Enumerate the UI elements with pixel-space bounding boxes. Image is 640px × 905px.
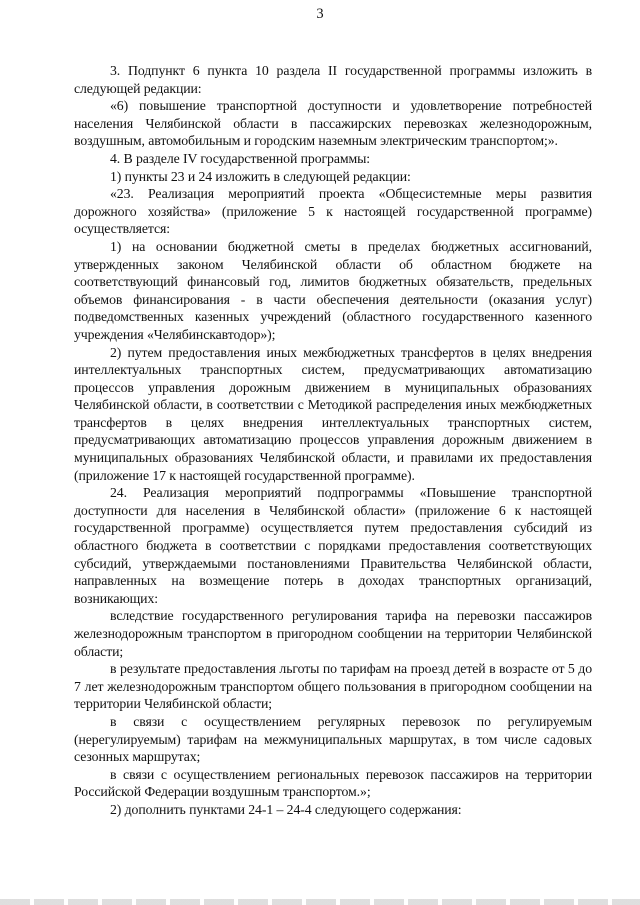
paragraph-point-24-case-2: в результате предоставления льготы по тарифам на проезд детей в возрасте от 5 до 7 лет железнодорожным транспортом общего пользования в пригородном сообщении на территории Челябинской области;	[74, 661, 592, 712]
paragraph-point-23-sub-1: 1) на основании бюджетной сметы в пределах бюджетных ассигнований, утвержденных законом Челябинской области об областном бюджете на соответствующий финансовый год, лимитов бюджетных обязательств, предельных объемов финансирования - в части обеспечения деятельности (оказания услуг) подведомственных казенных учреждений (областного государственного казенного учреждения «Челябинскавтодор»);	[74, 238, 592, 342]
paragraph-item-4-1: 1) пункты 23 и 24 изложить в следующей редакции:	[110, 168, 411, 184]
paragraph-point-24-case-1: вследствие государственного регулирования тарифа на перевозки пассажиров железнодорожным транспортом в пригородном сообщении на территории Челябинской области;	[74, 608, 592, 659]
paragraph-item-4-2: 2) дополнить пунктами 24-1 – 24-4 следующего содержания:	[110, 801, 462, 817]
paragraph-item-4: 4. В разделе IV государственной программы:	[110, 150, 371, 166]
paragraph-point-23-sub-2: 2) путем предоставления иных межбюджетных трансфертов в целях внедрения интеллектуальных транспортных систем, предусматривающих автоматизацию процессов управления дорожным движением в муниципальных образованиях Челябинской области, в соответствии с Методикой распределения иных межбюджетных трансфертов в целях внедрения интеллектуальных транспортных систем, предусматривающих автоматизацию процессов управления дорожным движением в муниципальных образованиях Челябинской области, и правилами их предоставления (приложение 17 к настоящей государственной программе).	[74, 344, 592, 483]
paragraph-point-23: «23. Реализация мероприятий проекта «Общесистемные меры развития дорожного хозяйства» (приложение 5 к настоящей государственной программе) осуществляется:	[74, 186, 592, 237]
paragraph-point-24: 24. Реализация мероприятий подпрограммы «Повышение транспортной доступности для населения в Челябинской области» (приложение 6 к настоящей государственной программе) осуществляется путем предоставления субсидий из областного бюджета в соответствии с порядками предоставления соответствующих субсидий, утверждаемыми постановлениями Правительства Челябинской области, направленных на возмещение потерь в доходах транспортных организаций, возникающих:	[74, 485, 592, 606]
paragraph-item-3: 3. Подпункт 6 пункта 10 раздела II государственной программы изложить в следующей редакции:	[74, 63, 592, 96]
page-number: 3	[316, 6, 324, 22]
paragraph-subitem-6-text: «6) повышение транспортной доступности и удовлетворение потребностей населения Челябинской области в пассажирских перевозках железнодорожным, воздушным, автомобильным и городским наземным электрическим транспортом;».	[74, 98, 592, 149]
document-body	[74, 62, 592, 819]
paragraph-point-24-case-4: в связи с осуществлением региональных перевозок пассажиров на территории Российской Федерации воздушным транспортом.»;	[74, 766, 592, 800]
scan-bottom-edge	[0, 899, 640, 905]
paragraph-point-24-case-3: в связи с осуществлением регулярных перевозок по регулируемым (нерегулируемым) тарифам на межмуниципальных маршрутах, в том числе садовых сезонных маршрутах;	[74, 713, 592, 765]
